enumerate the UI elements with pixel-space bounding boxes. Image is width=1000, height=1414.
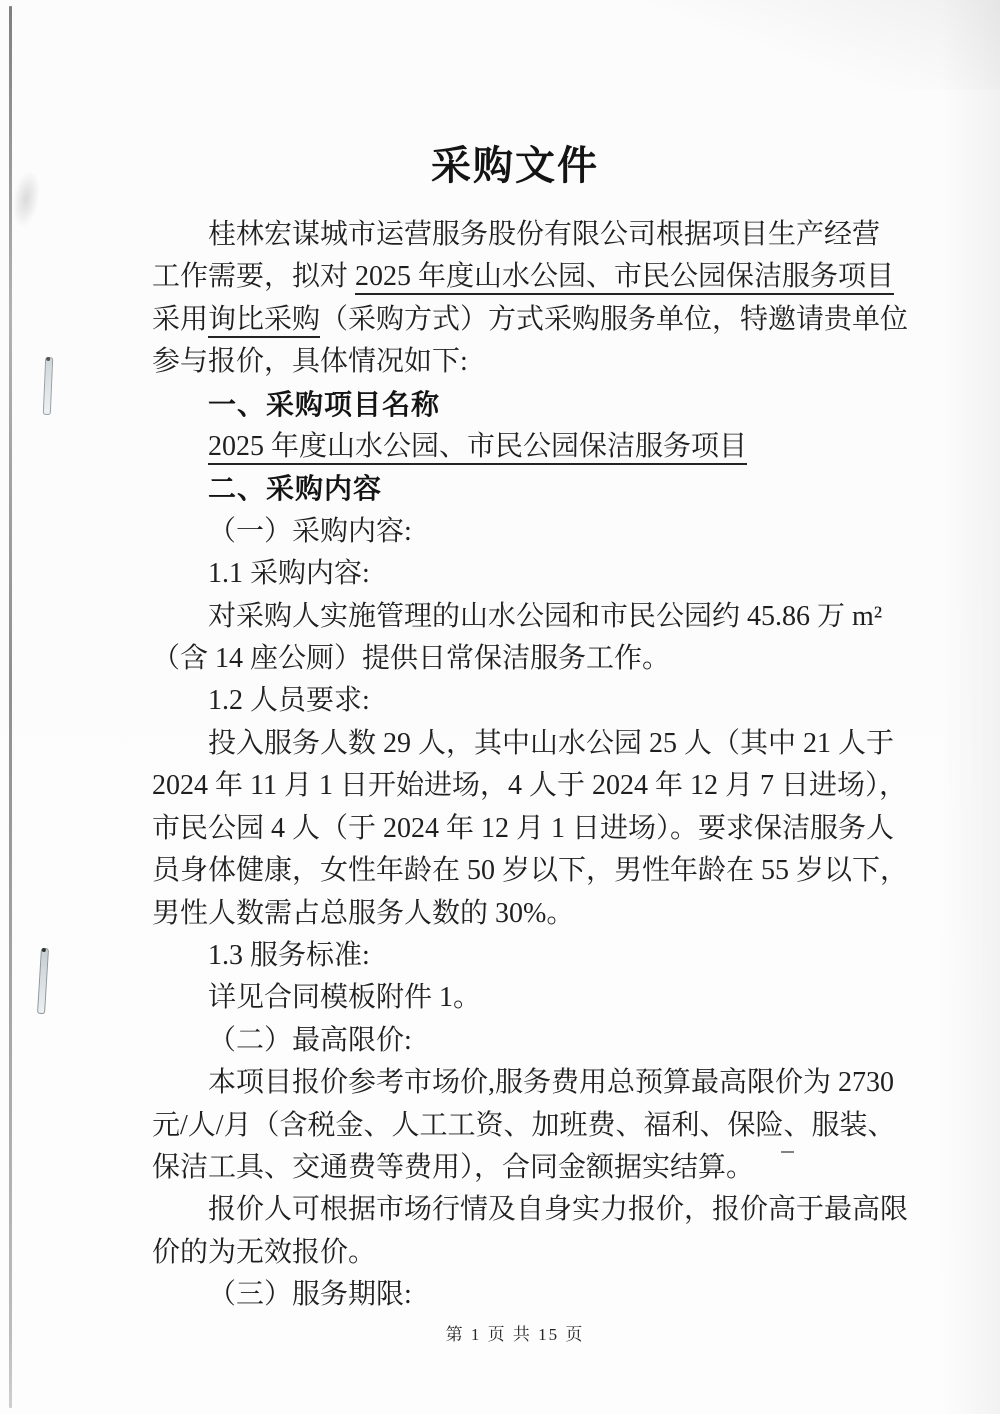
text-segment: 元/人/月（含税金、人工工资、加班费、福利、保险、服装、 bbox=[152, 1109, 896, 1141]
binding-mark-lower bbox=[37, 948, 49, 1014]
text-segment: 对采购人实施管理的山水公园和市民公园约 45.86 万 m² bbox=[208, 600, 883, 632]
text-segment: 本项目报价参考市场价,服务费用总预算最高限价为 2730 bbox=[208, 1067, 895, 1099]
doc-line bbox=[152, 638, 878, 680]
doc-line bbox=[152, 765, 907, 807]
scan-shadow-right bbox=[940, 0, 1000, 1414]
text-segment: 参与报价，具体情况如下: bbox=[152, 346, 468, 378]
section-heading bbox=[152, 384, 878, 426]
text-segment: 保洁工具、交通费等费用），合同金额据实结算。 bbox=[152, 1151, 755, 1183]
text-segment: 价的为无效报价。 bbox=[152, 1236, 377, 1268]
text-segment: 2024 年 11 月 1 日开始进场，4 人于 2024 年 12 月 7 日进场）， bbox=[152, 770, 907, 802]
text-segment: 详见合同模板附件 1。 bbox=[208, 982, 482, 1014]
doc-line bbox=[152, 553, 878, 595]
underlined-text: 询比采购 bbox=[208, 304, 320, 338]
doc-line bbox=[152, 1189, 909, 1231]
text-segment: 采用 bbox=[152, 303, 209, 335]
doc-line bbox=[152, 256, 895, 298]
text-segment: 1.1 采购内容: bbox=[208, 558, 370, 590]
section-heading bbox=[152, 468, 878, 510]
text-segment: 一、采购项目名称 bbox=[208, 388, 441, 420]
text-segment: 桂林宏谋城市运营服务股份有限公司根据项目生产经营 bbox=[208, 219, 881, 250]
pencil-smudge-artifact bbox=[8, 168, 44, 230]
text-segment: 1.2 人员要求: bbox=[208, 685, 370, 717]
document-content bbox=[152, 143, 909, 1317]
document-body bbox=[152, 214, 909, 1317]
text-segment: （采购方式）方式采购服务单位，特邀请贵单位 bbox=[320, 303, 909, 335]
doc-line bbox=[152, 723, 895, 765]
underlined-text: 2025 年度山水公园、市民公园保洁服务项目 bbox=[355, 261, 894, 295]
text-segment: 市民公园 4 人（于 2024 年 12 月 1 日进场）。要求保洁服务人 bbox=[152, 812, 895, 844]
text-segment: 工作需要，拟对 bbox=[152, 261, 356, 293]
text-segment: （一）采购内容: bbox=[208, 515, 412, 547]
page-number-footer: 第 1 页 共 15 页 bbox=[445, 1325, 585, 1344]
doc-line bbox=[152, 596, 883, 638]
text-segment: 员身体健康，女性年龄在 50 岁以下，男性年龄在 55 岁以下， bbox=[152, 855, 909, 887]
text-segment: （二）最高限价: bbox=[208, 1024, 412, 1056]
doc-line bbox=[152, 341, 878, 383]
doc-line bbox=[152, 511, 878, 553]
doc-line bbox=[152, 1062, 895, 1104]
doc-line bbox=[152, 1147, 878, 1189]
doc-line bbox=[152, 1020, 878, 1062]
scan-shadow-top bbox=[560, 0, 1000, 90]
text-segment: （含 14 座公厕）提供日常保洁服务工作。 bbox=[152, 643, 671, 675]
text-segment: 男性人数需占总服务人数的 30%。 bbox=[152, 897, 575, 929]
doc-line bbox=[152, 1274, 878, 1316]
doc-line bbox=[152, 808, 895, 850]
doc-line bbox=[152, 893, 878, 935]
doc-line bbox=[152, 1232, 878, 1274]
text-segment: 二、采购内容 bbox=[208, 473, 383, 505]
text-segment: 投入服务人数 29 人，其中山水公园 25 人（其中 21 人于 bbox=[208, 727, 895, 759]
doc-line bbox=[152, 680, 878, 722]
doc-line bbox=[152, 850, 909, 892]
doc-line bbox=[152, 935, 878, 977]
doc-line bbox=[152, 214, 881, 256]
doc-line bbox=[152, 977, 878, 1019]
underlined-text: 2025 年度山水公园、市民公园保洁服务项目 bbox=[208, 431, 747, 465]
binding-mark-upper bbox=[43, 357, 54, 415]
document-title: 采购文件 bbox=[431, 143, 599, 188]
text-segment: 报价人可根据市场行情及自身实力报价，报价高于最高限 bbox=[208, 1194, 909, 1226]
doc-line bbox=[152, 426, 878, 468]
doc-line bbox=[152, 1105, 896, 1147]
doc-line bbox=[152, 299, 909, 341]
text-segment: 1.3 服务标准: bbox=[208, 939, 370, 971]
text-segment: （三）服务期限: bbox=[208, 1279, 412, 1311]
